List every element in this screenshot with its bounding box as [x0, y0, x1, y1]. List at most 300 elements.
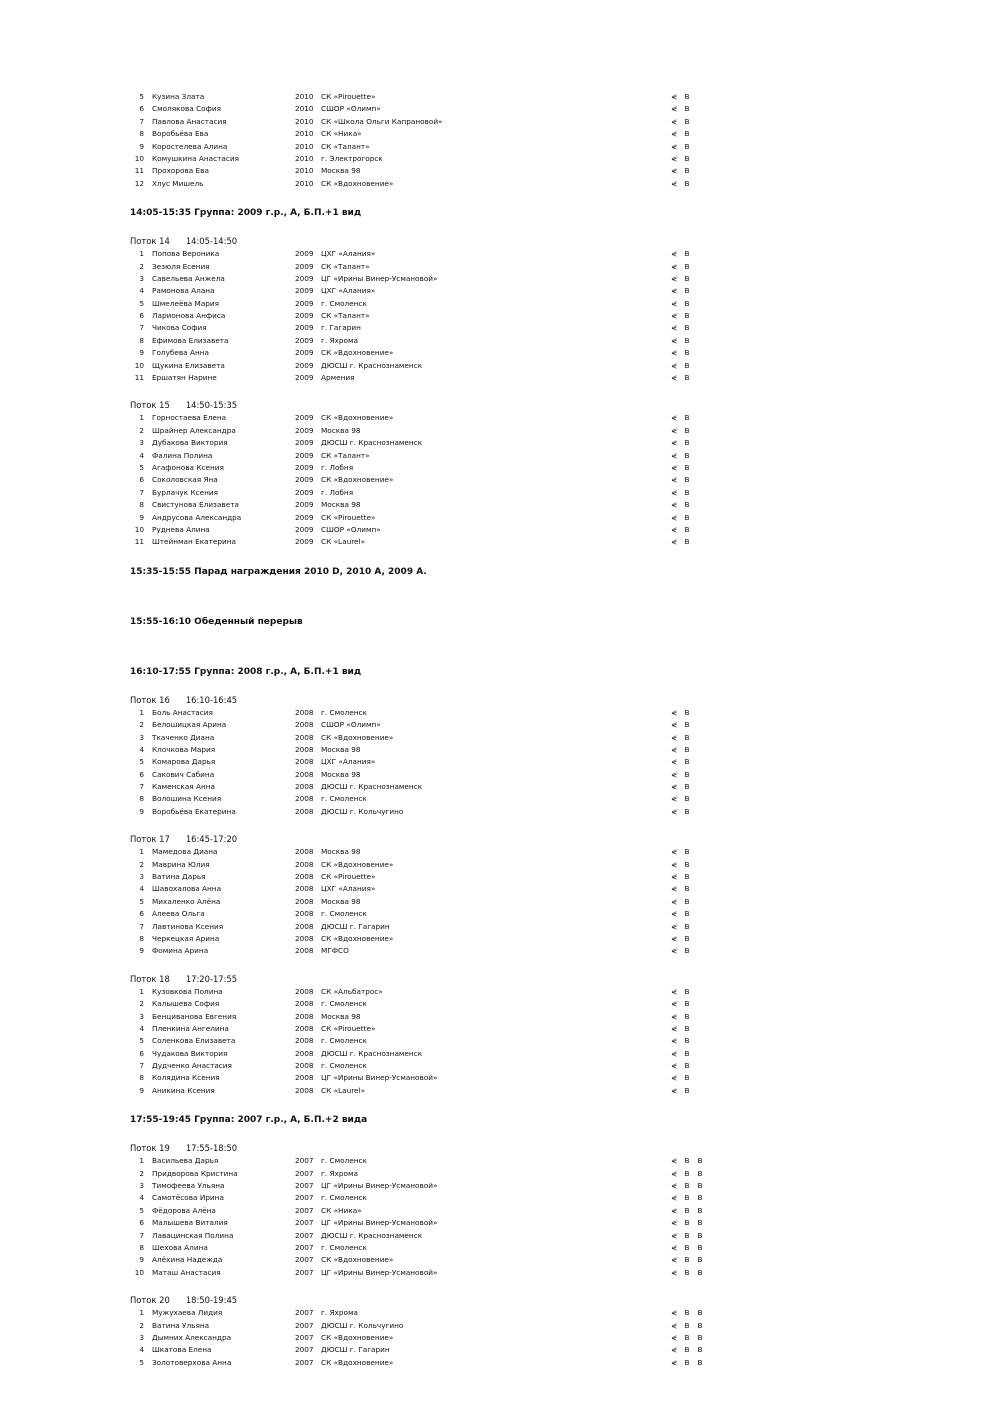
- apparatus-mark: В: [684, 1193, 690, 1203]
- birth-year: 2009: [295, 413, 314, 423]
- stream-time: 14:05-14:50: [185, 236, 238, 247]
- apparatus-list: [671, 1230, 703, 1242]
- participant-number: 1: [139, 847, 144, 857]
- birth-year: 2008: [295, 794, 314, 804]
- apparatus-mark: В: [684, 1168, 690, 1178]
- club-name: ДЮСШ г. Кольчугино: [321, 1320, 404, 1330]
- apparatus-list: [671, 1060, 690, 1072]
- apparatus-mark: В: [684, 1357, 690, 1367]
- apparatus-list: [671, 116, 690, 128]
- birth-year: 2009: [295, 261, 314, 271]
- birth-year: 2008: [295, 1085, 314, 1095]
- participant-number: 3: [139, 732, 144, 742]
- participant-number: 11: [134, 373, 144, 383]
- clubs-icon: ⋞: [671, 744, 678, 754]
- apparatus-list: [671, 1180, 703, 1192]
- apparatus-mark: В: [684, 782, 690, 792]
- birth-year: 2007: [295, 1230, 314, 1240]
- participant-number: 9: [139, 348, 144, 358]
- apparatus-mark: В: [684, 360, 690, 370]
- participant-row: [130, 1217, 730, 1229]
- participant-row: [130, 806, 730, 818]
- participant-number: 12: [134, 178, 144, 188]
- participant-number: 9: [139, 806, 144, 816]
- apparatus-list: [671, 1242, 703, 1254]
- participant-row: [130, 1168, 730, 1180]
- apparatus-list: [671, 360, 690, 372]
- apparatus-mark: В: [684, 512, 690, 522]
- club-name: СК «Вдохновение»: [321, 859, 394, 869]
- clubs-icon: ⋞: [671, 537, 678, 547]
- section-heading: 15:35-15:55 Парад награждения 2010 D, 2010 A, 2009 A.: [130, 566, 427, 577]
- birth-year: 2008: [295, 859, 314, 869]
- clubs-icon: ⋞: [671, 720, 678, 730]
- participant-name: Щукина Елизавета: [152, 360, 225, 370]
- participant-name: Золотоверхова Анна: [152, 1357, 232, 1367]
- apparatus-mark: В: [684, 744, 690, 754]
- participant-number: 5: [139, 298, 144, 308]
- stream-label: Поток 16: [130, 694, 170, 705]
- clubs-icon: ⋞: [671, 1345, 678, 1355]
- clubs-icon: ⋞: [671, 707, 678, 717]
- apparatus-list: [671, 896, 690, 908]
- participant-number: 6: [139, 311, 144, 321]
- participant-number: 3: [139, 1181, 144, 1191]
- participant-name: Рамонова Алана: [152, 286, 215, 296]
- participant-name: Бенциванова Евгения: [152, 1011, 237, 1021]
- participant-name: Кузина Злата: [152, 92, 205, 101]
- club-name: Москва 98: [321, 1011, 361, 1021]
- participant-number: 8: [139, 129, 144, 139]
- birth-year: 2009: [295, 335, 314, 345]
- apparatus-list: [671, 425, 690, 437]
- clubs-icon: ⋞: [671, 1181, 678, 1191]
- clubs-icon: ⋞: [671, 438, 678, 448]
- participant-row: [130, 474, 730, 486]
- apparatus-mark: В: [684, 1181, 690, 1191]
- participant-row: [130, 1048, 730, 1060]
- club-name: г. Смоленск: [321, 1193, 367, 1203]
- apparatus-mark: В: [684, 462, 690, 472]
- birth-year: 2010: [295, 153, 314, 163]
- birth-year: 2008: [295, 999, 314, 1009]
- participant-row: [130, 1230, 730, 1242]
- participant-name: Коростелева Алина: [152, 141, 228, 151]
- birth-year: 2009: [295, 311, 314, 321]
- apparatus-list: [671, 1048, 690, 1060]
- participant-name: Хлус Мишель: [152, 178, 204, 188]
- apparatus-list: [671, 1357, 703, 1369]
- apparatus-mark: В: [684, 141, 690, 151]
- apparatus-list: [671, 141, 690, 153]
- stream-heading: [130, 832, 730, 846]
- participant-row: [130, 1267, 730, 1279]
- club-name: г. Смоленск: [321, 1061, 367, 1071]
- apparatus-list: [671, 744, 690, 756]
- participant-name: Зезюля Есения: [152, 261, 210, 271]
- apparatus-list: [671, 846, 690, 858]
- clubs-icon: ⋞: [671, 1267, 678, 1277]
- apparatus-mark: В: [684, 1205, 690, 1215]
- apparatus-list: [671, 153, 690, 165]
- birth-year: 2009: [295, 323, 314, 333]
- apparatus-list: [671, 921, 690, 933]
- participant-number: 8: [139, 500, 144, 510]
- club-name: СК «Вдохновение»: [321, 348, 394, 358]
- stream-label: Поток 15: [130, 400, 170, 411]
- participant-name: Колядина Ксения: [152, 1073, 220, 1083]
- birth-year: 2008: [295, 847, 314, 857]
- apparatus-list: [671, 1085, 690, 1097]
- apparatus-list: [671, 945, 690, 957]
- birth-year: 2009: [295, 249, 314, 259]
- apparatus-list: [671, 998, 690, 1010]
- club-name: Москва 98: [321, 166, 361, 176]
- apparatus-list: [671, 1192, 703, 1204]
- club-name: СК «Вдохновение»: [321, 1255, 394, 1265]
- participant-number: 6: [139, 104, 144, 114]
- apparatus-mark: В: [684, 273, 690, 283]
- participant-name: Маташ Анастасия: [152, 1267, 221, 1277]
- apparatus-list: [671, 1072, 690, 1084]
- apparatus-list: [671, 719, 690, 731]
- birth-year: 2007: [295, 1357, 314, 1367]
- participant-name: Чудакова Виктория: [152, 1048, 228, 1058]
- clubs-icon: ⋞: [671, 1073, 678, 1083]
- apparatus-list: [671, 1217, 703, 1229]
- clubs-icon: ⋞: [671, 475, 678, 485]
- club-name: СК «Вдохновение»: [321, 475, 394, 485]
- apparatus-mark: В: [684, 1345, 690, 1355]
- apparatus-mark: В: [684, 261, 690, 271]
- clubs-icon: ⋞: [671, 921, 678, 931]
- participant-row: [130, 707, 730, 719]
- club-name: Москва 98: [321, 425, 361, 435]
- participant-name: Агафонова Ксения: [152, 462, 224, 472]
- birth-year: 2008: [295, 707, 314, 717]
- participant-row: [130, 536, 730, 548]
- spacer: [130, 818, 730, 832]
- participant-row: [130, 499, 730, 511]
- birth-year: 2009: [295, 298, 314, 308]
- participant-name: Комарова Дарья: [152, 757, 216, 767]
- apparatus-mark: В: [684, 373, 690, 383]
- apparatus-list: [671, 412, 690, 424]
- apparatus-mark: В: [684, 311, 690, 321]
- clubs-icon: ⋞: [671, 249, 678, 259]
- participant-number: 2: [139, 1320, 144, 1330]
- club-name: г. Смоленск: [321, 1036, 367, 1046]
- spacer: [130, 384, 730, 398]
- participant-name: Алёхина Надежда: [152, 1255, 223, 1265]
- participant-row: [130, 846, 730, 858]
- club-name: ДЮСШ г. Гагарин: [321, 921, 390, 931]
- participant-row: [130, 921, 730, 933]
- stream-time: 14:50-15:35: [185, 400, 238, 411]
- clubs-icon: ⋞: [671, 153, 678, 163]
- spacer: [130, 190, 730, 206]
- participant-row: [130, 273, 730, 285]
- stream-time: 18:50-19:45: [185, 1295, 238, 1306]
- apparatus-list: [671, 273, 690, 285]
- participant-name: Прохорова Ева: [152, 166, 209, 176]
- clubs-icon: ⋞: [671, 769, 678, 779]
- apparatus-list: [671, 1035, 690, 1047]
- apparatus-mark: В: [684, 537, 690, 547]
- apparatus-mark: В: [697, 1218, 703, 1228]
- participant-number: 4: [139, 286, 144, 296]
- birth-year: 2008: [295, 732, 314, 742]
- clubs-icon: ⋞: [671, 261, 678, 271]
- apparatus-list: [671, 165, 690, 177]
- birth-year: 2008: [295, 884, 314, 894]
- apparatus-list: [671, 859, 690, 871]
- participant-number: 10: [134, 360, 144, 370]
- participant-name: Андрусова Александра: [152, 512, 242, 522]
- participant-row: [130, 1307, 730, 1319]
- apparatus-mark: В: [684, 1061, 690, 1071]
- participant-name: Аникина Ксения: [152, 1085, 215, 1095]
- participant-name: Дымних Александра: [152, 1332, 232, 1342]
- birth-year: 2008: [295, 872, 314, 882]
- apparatus-mark: В: [684, 732, 690, 742]
- clubs-icon: ⋞: [671, 1168, 678, 1178]
- participant-number: 6: [139, 475, 144, 485]
- participant-row: [130, 165, 730, 177]
- clubs-icon: ⋞: [671, 1218, 678, 1228]
- participant-number: 11: [134, 166, 144, 176]
- participant-name: Алеева Ольга: [152, 909, 205, 919]
- clubs-icon: ⋞: [671, 462, 678, 472]
- clubs-icon: ⋞: [671, 896, 678, 906]
- birth-year: 2009: [295, 524, 314, 534]
- apparatus-mark: В: [684, 129, 690, 139]
- apparatus-mark: В: [697, 1357, 703, 1367]
- birth-year: 2008: [295, 806, 314, 816]
- participant-number: 9: [139, 1085, 144, 1095]
- participant-row: [130, 103, 730, 115]
- apparatus-list: [671, 310, 690, 322]
- participant-number: 1: [139, 249, 144, 259]
- stream-time: 16:45-17:20: [185, 834, 238, 845]
- birth-year: 2009: [295, 438, 314, 448]
- participant-name: Воробьёва Ева: [152, 129, 209, 139]
- apparatus-mark: В: [684, 487, 690, 497]
- participant-number: 4: [139, 744, 144, 754]
- apparatus-mark: В: [684, 999, 690, 1009]
- apparatus-mark: В: [684, 1267, 690, 1277]
- participant-number: 3: [139, 872, 144, 882]
- apparatus-mark: В: [684, 166, 690, 176]
- apparatus-list: [671, 883, 690, 895]
- apparatus-list: [671, 462, 690, 474]
- apparatus-list: [671, 450, 690, 462]
- participant-number: 7: [139, 323, 144, 333]
- birth-year: 2010: [295, 166, 314, 176]
- participant-row: [130, 908, 730, 920]
- apparatus-mark: В: [697, 1156, 703, 1166]
- participant-number: 7: [139, 116, 144, 126]
- apparatus-mark: В: [684, 92, 690, 101]
- clubs-icon: ⋞: [671, 141, 678, 151]
- participant-name: Малышева Виталия: [152, 1218, 228, 1228]
- participant-number: 8: [139, 933, 144, 943]
- apparatus-list: [671, 1344, 703, 1356]
- participant-number: 6: [139, 909, 144, 919]
- clubs-icon: ⋞: [671, 1193, 678, 1203]
- participant-name: Смолякова София: [152, 104, 222, 114]
- participant-name: Лавацинская Полина: [152, 1230, 234, 1240]
- club-name: г. Смоленск: [321, 707, 367, 717]
- apparatus-mark: В: [684, 178, 690, 188]
- participant-name: Сакович Сабина: [152, 769, 215, 779]
- clubs-icon: ⋞: [671, 1320, 678, 1330]
- participant-number: 2: [139, 425, 144, 435]
- participant-row: [130, 732, 730, 744]
- apparatus-mark: В: [684, 1320, 690, 1330]
- club-name: СК «Талант»: [321, 141, 370, 151]
- participant-row: [130, 871, 730, 883]
- clubs-icon: ⋞: [671, 450, 678, 460]
- birth-year: 2010: [295, 178, 314, 188]
- participant-number: 6: [139, 1218, 144, 1228]
- participant-row: [130, 859, 730, 871]
- birth-year: 2007: [295, 1243, 314, 1252]
- participant-name: Фёдорова Алёна: [152, 1205, 216, 1215]
- participant-row: [130, 1192, 730, 1204]
- participant-row: [130, 141, 730, 153]
- club-name: Армения: [321, 373, 355, 383]
- clubs-icon: ⋞: [671, 425, 678, 435]
- clubs-icon: ⋞: [671, 298, 678, 308]
- apparatus-list: [671, 103, 690, 115]
- apparatus-mark: В: [684, 348, 690, 358]
- participant-name: Чикова София: [152, 323, 207, 333]
- birth-year: 2007: [295, 1255, 314, 1265]
- birth-year: 2008: [295, 909, 314, 919]
- apparatus-mark: В: [684, 859, 690, 869]
- participant-number: 2: [139, 859, 144, 869]
- participant-name: Воробьёва Екатерина: [152, 806, 236, 816]
- participant-name: Фомина Арина: [152, 946, 209, 956]
- apparatus-mark: В: [697, 1320, 703, 1330]
- club-name: СК «Талант»: [321, 450, 370, 460]
- clubs-icon: ⋞: [671, 1230, 678, 1240]
- participant-number: 10: [134, 1267, 144, 1277]
- participant-name: Черкецкая Арина: [152, 933, 220, 943]
- apparatus-list: [671, 536, 690, 548]
- participant-name: Маврина Юлия: [152, 859, 210, 869]
- apparatus-mark: В: [684, 500, 690, 510]
- participant-name: Шавохалова Анна: [152, 884, 222, 894]
- participant-row: [130, 1035, 730, 1047]
- participant-number: 11: [134, 537, 144, 547]
- participant-name: Дубакова Виктория: [152, 438, 228, 448]
- club-name: г. Гагарин: [321, 323, 361, 333]
- spacer: [130, 1127, 730, 1141]
- clubs-icon: ⋞: [671, 1061, 678, 1071]
- participant-row: [130, 793, 730, 805]
- participant-number: 8: [139, 335, 144, 345]
- clubs-icon: ⋞: [671, 1255, 678, 1265]
- apparatus-mark: В: [684, 438, 690, 448]
- participant-name: Соколовская Яна: [152, 475, 218, 485]
- birth-year: 2010: [295, 104, 314, 114]
- apparatus-mark: В: [684, 1255, 690, 1265]
- clubs-icon: ⋞: [671, 524, 678, 534]
- spacer: [130, 593, 730, 615]
- stream-label: Поток 14: [130, 236, 170, 247]
- participant-number: 5: [139, 757, 144, 767]
- clubs-icon: ⋞: [671, 1036, 678, 1046]
- apparatus-mark: В: [684, 921, 690, 931]
- clubs-icon: ⋞: [671, 986, 678, 996]
- apparatus-mark: В: [684, 104, 690, 114]
- club-name: СК «Вдохновение»: [321, 178, 394, 188]
- apparatus-list: [671, 1267, 703, 1279]
- participant-number: 8: [139, 794, 144, 804]
- section-heading: 17:55-19:45 Группа: 2007 г.р., А, Б.П.+2 вида: [130, 1115, 368, 1126]
- spacer: [130, 679, 730, 693]
- participant-name: Кузовкова Полина: [152, 986, 223, 996]
- birth-year: 2007: [295, 1193, 314, 1203]
- participant-row: [130, 1332, 730, 1344]
- participant-number: 5: [139, 1357, 144, 1367]
- participant-row: [130, 986, 730, 998]
- apparatus-mark: В: [684, 1036, 690, 1046]
- clubs-icon: ⋞: [671, 946, 678, 956]
- participant-number: 4: [139, 1023, 144, 1033]
- club-name: ЦХГ «Алания»: [321, 286, 376, 296]
- participant-number: 1: [139, 1308, 144, 1318]
- apparatus-list: [671, 1307, 703, 1319]
- participant-number: 7: [139, 921, 144, 931]
- club-name: СК «Laurel»: [321, 537, 366, 547]
- apparatus-list: [671, 298, 690, 310]
- participant-row: [130, 896, 730, 908]
- participant-number: 4: [139, 1193, 144, 1203]
- apparatus-mark: В: [684, 720, 690, 730]
- apparatus-mark: В: [684, 1048, 690, 1058]
- apparatus-mark: В: [684, 116, 690, 126]
- club-name: г. Лобня: [321, 462, 354, 472]
- participant-number: 3: [139, 1332, 144, 1342]
- apparatus-mark: В: [684, 1073, 690, 1083]
- spacer: [130, 643, 730, 665]
- apparatus-mark: В: [697, 1308, 703, 1318]
- participant-number: 2: [139, 999, 144, 1009]
- apparatus-mark: В: [697, 1230, 703, 1240]
- birth-year: 2009: [295, 537, 314, 547]
- schedule-document: [130, 91, 730, 1369]
- club-name: г. Смоленск: [321, 794, 367, 804]
- participant-row: [130, 310, 730, 322]
- participant-row: [130, 945, 730, 957]
- participant-name: Самотёсова Ирина: [152, 1193, 224, 1203]
- apparatus-mark: В: [697, 1181, 703, 1191]
- clubs-icon: ⋞: [671, 348, 678, 358]
- stream-label: Поток 19: [130, 1143, 170, 1154]
- apparatus-list: [671, 524, 690, 536]
- stream-heading: [130, 1293, 730, 1307]
- club-name: г. Яхрома: [321, 335, 358, 345]
- participant-name: Ефимова Елизавета: [152, 335, 229, 345]
- club-name: ЦГ «Ирины Винер-Усмановой»: [321, 1267, 438, 1277]
- apparatus-mark: В: [697, 1345, 703, 1355]
- birth-year: 2009: [295, 425, 314, 435]
- apparatus-mark: В: [684, 524, 690, 534]
- clubs-icon: ⋞: [671, 1308, 678, 1318]
